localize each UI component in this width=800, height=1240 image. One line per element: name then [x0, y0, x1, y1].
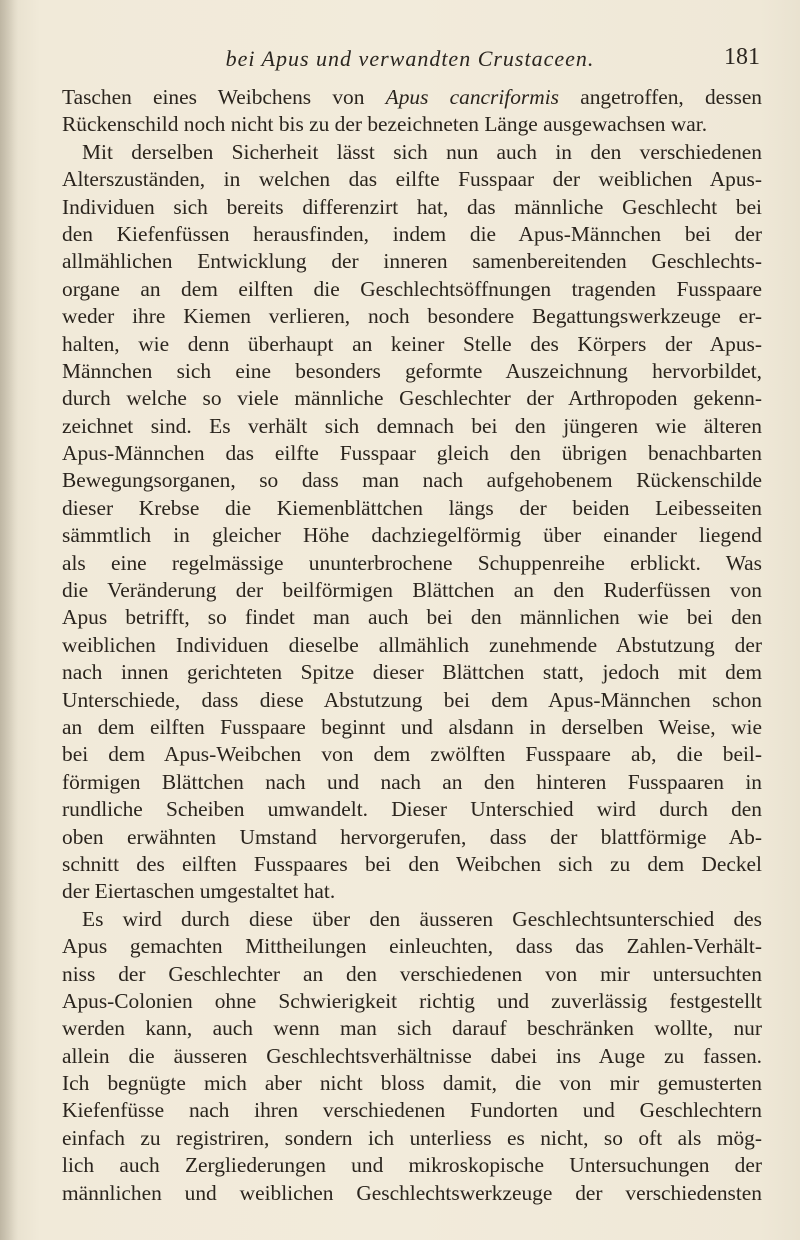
- text-line: Männchen sich eine besonders geformte Auszeichnung hervorbildet,: [62, 358, 762, 383]
- text-line: weiblichen Individuen dieselbe allmählich zunehmende Abstutzung der: [62, 632, 762, 657]
- text-line: einfach zu registriren, sondern ich unterliess es nicht, so oft als mög-: [62, 1125, 762, 1150]
- text-line: werden kann, auch wenn man sich darauf beschränken wollte, nur: [62, 1016, 762, 1041]
- text-line: allmählichen Entwicklung der inneren samenbereitenden Geschlechts-: [62, 249, 762, 274]
- body-text: [62, 84, 762, 1207]
- text-line: [62, 84, 762, 111]
- text-line: förmigen Blättchen nach und nach an den hinteren Fusspaaren in: [62, 769, 762, 794]
- text-line: Ich begnügte mich aber nicht bloss damit, die von mir gemusterten: [62, 1071, 762, 1096]
- text-line: bei dem Apus-Weibchen von dem zwölften Fusspaare ab, die beil-: [62, 742, 762, 767]
- text-run: angetroffen, dessen: [558, 85, 763, 109]
- text-line: Unterschiede, dass diese Abstutzung bei dem Apus-Männchen schon: [62, 687, 762, 712]
- page-number: 181: [724, 44, 760, 70]
- text-line: Kiefenfüsse nach ihren verschiedenen Fundorten und Geschlechtern: [62, 1098, 762, 1123]
- text-line: als eine regelmässige ununterbrochene Schuppenreihe erblickt. Was: [62, 550, 762, 575]
- running-head-title: bei Apus und verwandten Crustaceen.: [225, 46, 595, 71]
- text-line: rundliche Scheiben umwandelt. Dieser Unterschied wird durch den: [62, 797, 762, 822]
- text-line: die Veränderung der beilförmigen Blättchen an den Ruderfüssen von: [62, 578, 762, 603]
- paragraph-first-line: Es wird durch diese über den äusseren Geschlechtsunterschied des: [82, 906, 762, 931]
- text-line: organe an dem eilften die Geschlechtsöffnungen tragenden Fusspaare: [62, 276, 762, 301]
- running-head: [60, 38, 760, 74]
- text-line: zeichnet sind. Es verhält sich demnach bei den jüngeren wie älteren: [62, 413, 762, 438]
- text-line: Apus betrifft, so findet man auch bei den männlichen wie bei den: [62, 605, 762, 630]
- text-line: Apus-Colonien ohne Schwierigkeit richtig und zuverlässig festgestellt: [62, 988, 762, 1013]
- text-line: an dem eilften Fusspaare beginnt und alsdann in derselben Weise, wie: [62, 714, 762, 739]
- text-line: nach innen gerichteten Spitze dieser Blättchen statt, jedoch mit dem: [62, 660, 762, 685]
- text-line: männlichen und weiblichen Geschlechtswerkzeuge der verschiedensten: [62, 1180, 762, 1205]
- paragraph-first-line: Mit derselben Sicherheit lässt sich nun auch in den verschiedenen: [82, 139, 762, 164]
- text-line: Apus-Männchen das eilfte Fusspaar gleich den übrigen benachbarten: [62, 441, 762, 466]
- text-line: durch welche so viele männliche Geschlechter der Arthropoden gekenn-: [62, 386, 762, 411]
- text-line: allein die äusseren Geschlechtsverhältnisse dabei ins Auge zu fassen.: [62, 1043, 762, 1068]
- text-line: niss der Geschlechter an den verschiedenen von mir untersuchten: [62, 961, 762, 986]
- text-line: weder ihre Kiemen verlieren, noch besondere Begattungswerkzeuge er-: [62, 304, 762, 329]
- text-line: Rückenschild noch nicht bis zu der bezeichneten Länge ausgewachsen war.: [62, 112, 708, 137]
- text-line: Apus gemachten Mittheilungen einleuchten, dass das Zahlen-Verhält-: [62, 934, 762, 959]
- text-line: Bewegungsorganen, so dass man nach aufgehobenem Rückenschilde: [62, 468, 762, 493]
- text-line: halten, wie denn überhaupt an keiner Stelle des Körpers der Apus-: [62, 331, 762, 356]
- text-line: schnitt des eilften Fusspaares bei den Weibchen sich zu dem Deckel: [62, 851, 762, 876]
- text-line: dieser Krebse die Kiemenblättchen längs der beiden Leibesseiten: [62, 495, 762, 520]
- species-name: Apus cancriformis: [385, 85, 559, 109]
- text-line: den Kiefenfüssen herausfinden, indem die Apus-Männchen bei der: [62, 221, 762, 246]
- text-line: sämmtlich in gleicher Höhe dachziegelförmig über einander liegend: [62, 523, 762, 548]
- gutter-shadow: [0, 0, 18, 1240]
- text-line: Alterszuständen, in welchen das eilfte Fusspaar der weiblichen Apus-: [62, 167, 762, 192]
- text-line: lich auch Zergliederungen und mikroskopische Untersuchungen der: [62, 1153, 762, 1178]
- text-line: Individuen sich bereits differenzirt hat, das männliche Geschlecht bei: [62, 194, 762, 219]
- text-run: Taschen eines Weibchens von: [62, 85, 386, 109]
- text-line: oben erwähnten Umstand hervorgerufen, dass der blattförmige Ab-: [62, 824, 762, 849]
- text-line: der Eiertaschen umgestaltet hat.: [62, 879, 336, 904]
